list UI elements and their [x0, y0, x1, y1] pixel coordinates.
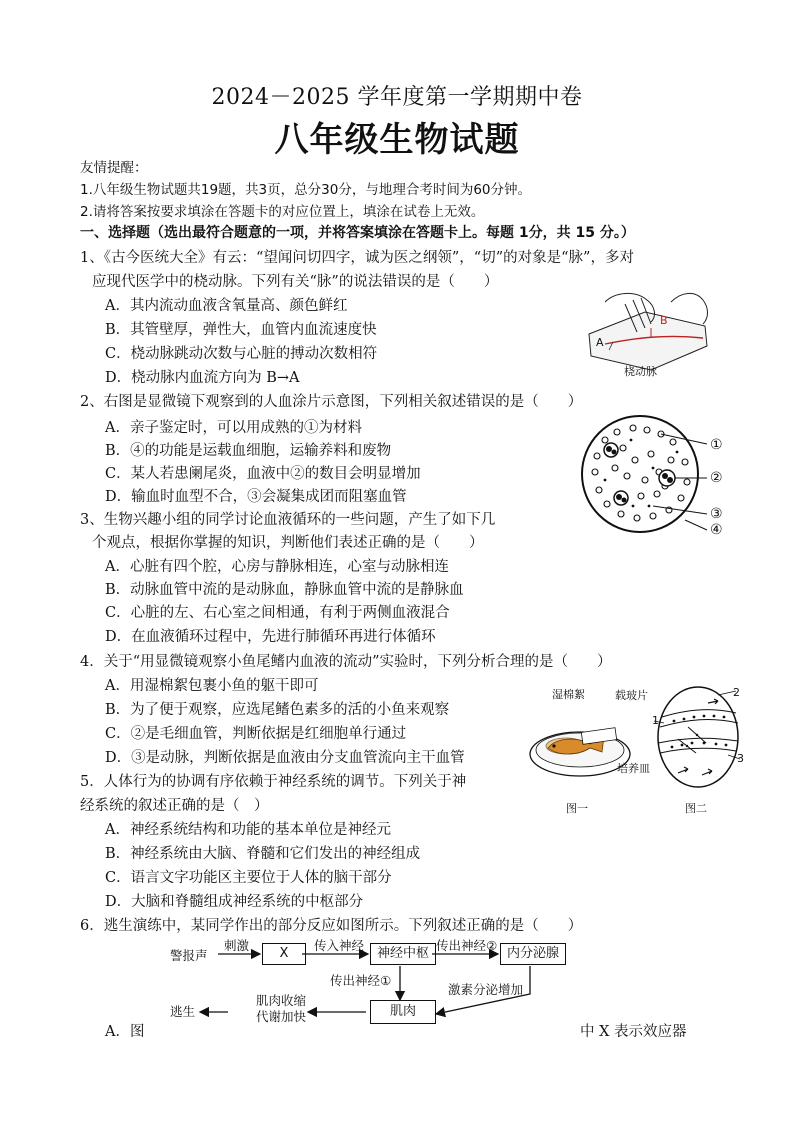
q2-mark-2: ②: [710, 470, 723, 486]
q1-figure-label: 桡动脉: [624, 365, 657, 378]
q4-figure-2-caption: 图二: [685, 802, 707, 815]
section-heading: 一、选择题（选出最符合题意的一项，并将答案填涂在答题卡上。每题 1分，共 15 分。）: [80, 225, 635, 241]
q4-cotton-label: 湿棉絮: [552, 688, 585, 701]
q4-option-a: A．用湿棉絮包裹小鱼的躯干即可: [105, 678, 319, 694]
q2-mark-3: ③: [710, 506, 723, 522]
flow-alarm: 警报声: [170, 948, 208, 963]
q2-stem-line1: 2、右图是显微镜下观察到的人血涂片示意图，下列相关叙述错误的是（ ）: [80, 394, 583, 410]
q5-option-a: A．神经系统结构和功能的基本单位是神经元: [105, 822, 391, 838]
flow-hormone: 激素分泌增加: [448, 982, 524, 997]
q1-option-d: D．桡动脉内血流方向为 B→A: [105, 370, 300, 386]
flow-center-box: 神经中枢: [370, 943, 436, 965]
q4-mark-1: 1: [652, 714, 659, 727]
tips-label: 友情提醒：: [80, 160, 148, 176]
flow-escape: 逃生: [170, 1004, 196, 1019]
q1-stem-line1: 1、《古今医统大全》有云：“望闻问切四字，诚为医之纲领”，“切”的对象是“脉”，多对: [80, 250, 634, 266]
q6-option-a-end: 中 X 表示效应器: [580, 1024, 687, 1040]
q3-stem-line2: 个观点，根据你掌握的知识，判断他们表述正确的是（ ）: [92, 535, 484, 551]
exam-title: 2024－2025 学年度第一学期期中卷: [211, 85, 583, 110]
q5-stem-line1: 5．人体行为的协调有序依赖于神经系统的调节。下列关于神: [80, 774, 467, 790]
q5-option-c: C．语言文字功能区主要位于人体的脑干部分: [105, 870, 392, 886]
q1-stem-line2: 应现代医学中的桡动脉。下列有关“脉”的说法错误的是（ ）: [92, 274, 499, 290]
flow-efferent-2: 传出神经②: [436, 938, 498, 953]
q3-option-c: C．心脏的左、右心室之间相通，有利于两侧血液混合: [105, 605, 450, 621]
q4-dish-label: 培养皿: [617, 762, 650, 775]
q3-option-b: B．动脉血管中流的是动脉血，静脉血管中流的是静脉血: [105, 582, 464, 598]
q5-stem-line2: 经系统的叙述正确的是（ ）: [80, 798, 269, 814]
q2-option-a: A．亲子鉴定时，可以用成熟的①为材料: [105, 420, 362, 436]
q2-option-c: C．某人若患阑尾炎，血液中②的数目会明显增加: [105, 466, 421, 482]
flow-contract-2: 代谢加快: [256, 1009, 307, 1024]
q3-option-a: A．心脏有四个腔，心房与静脉相连，心室与动脉相连: [105, 559, 449, 575]
flow-afferent: 传入神经: [314, 938, 365, 953]
q4-figure-1-caption: 图一: [566, 802, 588, 815]
vessel-figure: [648, 683, 748, 791]
flow-stimulate: 刺激: [224, 938, 250, 953]
flow-muscle-box: 肌肉: [370, 1000, 436, 1024]
q1-option-a: A．其内流动血液含氧量高、颜色鲜红: [105, 298, 348, 314]
q6-stem-line1: 6．逃生演练中，某同学作出的部分反应如图所示。下列叙述正确的是（ ）: [80, 918, 583, 934]
flow-efferent-1: 传出神经①: [330, 973, 392, 988]
q5-option-b: B．神经系统由大脑、脊髓和它们发出的神经组成: [105, 846, 421, 862]
q1-option-c: C．桡动脉跳动次数与心脏的搏动次数相符: [105, 346, 378, 362]
q1-option-b: B．其管壁厚，弹性大，血管内血流速度快: [105, 322, 377, 338]
tips-line-1: 1.八年级生物试题共19题，共3页，总分30分，与地理合考时间为60分钟。: [80, 182, 532, 198]
flow-x-box: X: [262, 943, 306, 965]
q4-slide-label: 载玻片: [615, 689, 648, 702]
q4-mark-3: 3: [737, 752, 744, 765]
exam-subtitle: 八年级生物试题: [274, 120, 520, 160]
tips-line-2: 2.请将答案按要求填涂在答题卡的对应位置上，填涂在试卷上无效。: [80, 204, 485, 220]
q6-option-a-start: A．图: [105, 1024, 145, 1040]
flow-gland-box: 内分泌腺: [500, 943, 566, 965]
flow-contract-1: 肌肉收缩: [256, 993, 307, 1008]
q2-mark-4: ④: [710, 522, 723, 538]
q4-option-c: C．②是毛细血管，判断依据是红细胞单行通过: [105, 726, 407, 742]
q2-mark-1: ①: [710, 437, 723, 453]
q4-option-b: B．为了便于观察，应选尾鳍色素多的活的小鱼来观察: [105, 702, 450, 718]
fish-dish-figure: [520, 700, 640, 790]
q4-option-d: D．③是动脉，判断依据是血液由分支血管流向主干血管: [105, 750, 465, 766]
q2-option-b: B．④的功能是运载血细胞，运输养料和废物: [105, 443, 392, 459]
q5-option-d: D．大脑和脊髓组成神经系统的中枢部分: [105, 894, 364, 910]
q3-option-d: D．在血液循环过程中，先进行肺循环再进行体循环: [105, 629, 436, 645]
q1-point-b: B: [660, 314, 668, 327]
q4-stem-line1: 4．关于“用显微镜观察小鱼尾鳍内血液的流动”实验时，下列分析合理的是（ ）: [80, 654, 612, 670]
q2-option-d: D．输血时血型不合，③会凝集成团而阻塞血管: [105, 489, 407, 505]
q1-point-a: A: [596, 336, 604, 349]
q4-mark-2: 2: [733, 686, 740, 699]
q3-stem-line1: 3、生物兴趣小组的同学讨论血液循环的一些问题，产生了如下几: [80, 512, 496, 528]
